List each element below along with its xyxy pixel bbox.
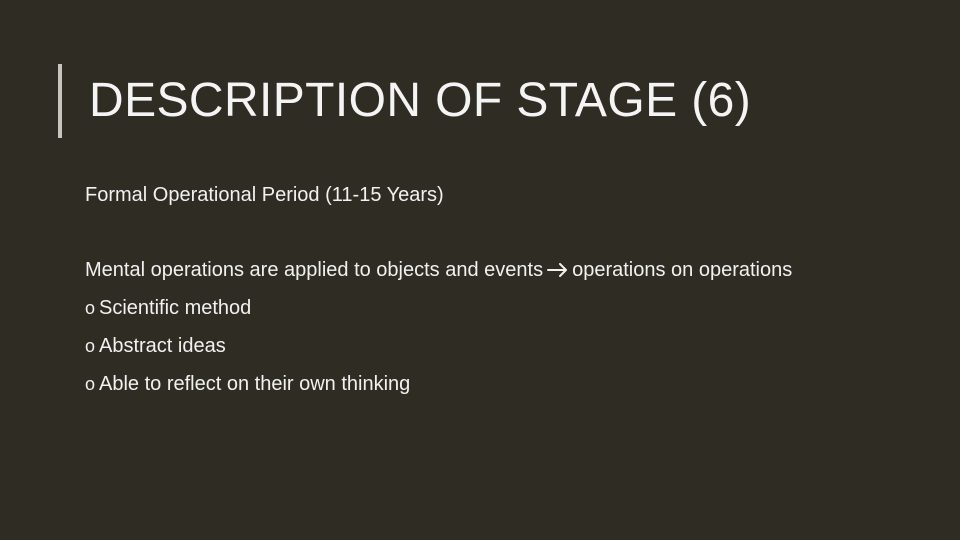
- statement-before-arrow: Mental operations are applied to objects and events: [85, 259, 544, 281]
- right-arrow-icon: [547, 263, 569, 277]
- period-heading: Formal Operational Period (11-15 Years): [85, 184, 444, 206]
- circle-bullet-icon: o: [85, 336, 96, 356]
- slide-content: [85, 183, 805, 410]
- bullet-item-self-reflection: [85, 372, 805, 410]
- slide-title: DESCRIPTION OF STAGE (6): [89, 74, 752, 127]
- bullet-label: Able to reflect on their own thinking: [99, 373, 411, 395]
- statement-after-arrow: operations on operations: [572, 259, 793, 281]
- bullet-item-abstract-ideas: [85, 334, 805, 372]
- circle-bullet-icon: o: [85, 374, 96, 394]
- title-accent-bar: [58, 64, 62, 138]
- bullet-label: Scientific method: [99, 297, 252, 319]
- bullet-item-scientific-method: [85, 296, 805, 334]
- operations-statement: [85, 258, 805, 282]
- bullet-label: Abstract ideas: [99, 335, 226, 357]
- circle-bullet-icon: o: [85, 298, 96, 318]
- characteristic-list: [85, 296, 805, 410]
